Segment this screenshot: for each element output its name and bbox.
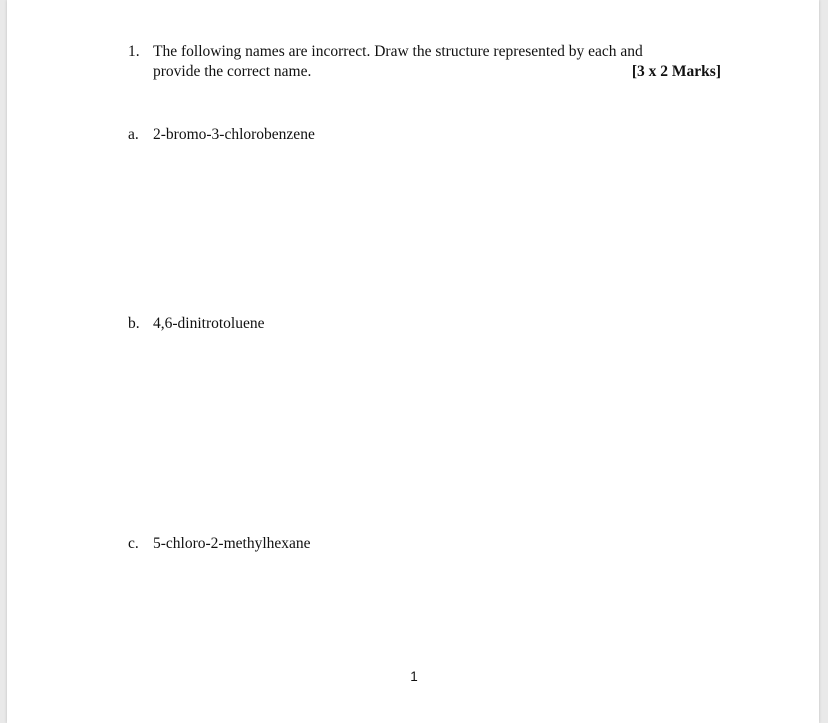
item-c-letter: c.	[128, 535, 139, 552]
item-b-compound-name: 4,6-dinitrotoluene	[153, 315, 265, 332]
question-text-line-2: provide the correct name.	[153, 63, 312, 80]
page-number: 1	[410, 669, 418, 684]
question-number: 1.	[128, 43, 140, 60]
item-c-compound-name: 5-chloro-2-methylhexane	[153, 535, 311, 552]
marks-allocation: [3 x 2 Marks]	[631, 63, 721, 80]
item-a-compound-name: 2-bromo-3-chlorobenzene	[153, 126, 315, 143]
question-text-line-1: The following names are incorrect. Draw the structure represented by each and	[153, 43, 643, 60]
document-page	[7, 0, 819, 723]
item-a-letter: a.	[128, 126, 139, 143]
item-b-letter: b.	[128, 315, 140, 332]
